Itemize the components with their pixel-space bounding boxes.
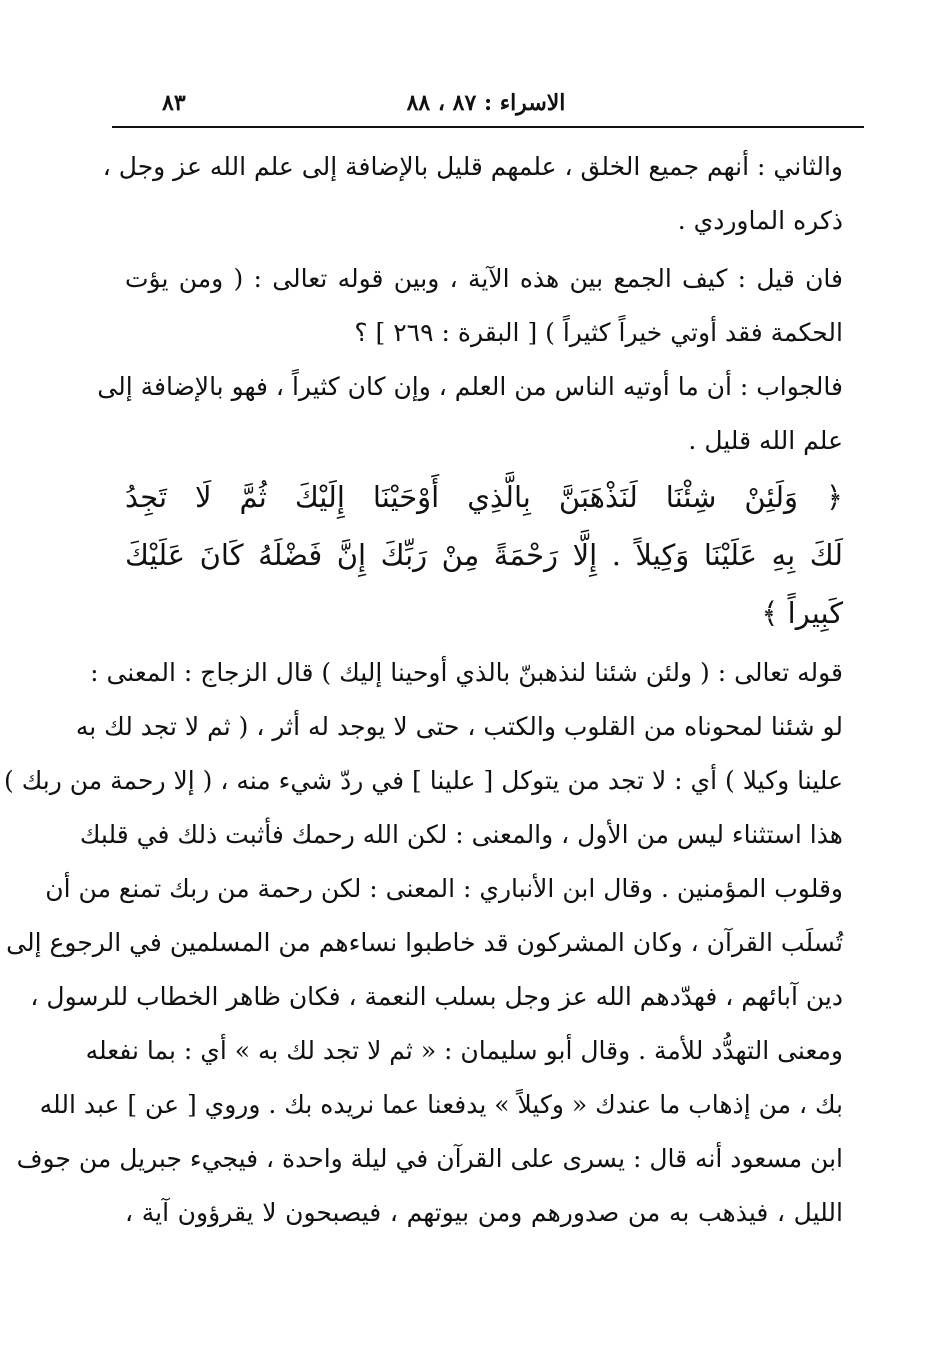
quran-verse [125,468,843,642]
text-line: علم الله قليل . [688,426,843,455]
page-header [110,82,862,122]
header-rule [112,126,864,128]
text-line: ذكره الماوردي . [677,206,843,235]
verse-line: ﴿ وَلَئِنْ شِئْنَا لَنَذْهَبَنَّ بِالَّذِي أَوْحَيْنَا إِلَيْكَ ثُمَّ لَا تَجِدُ [125,480,844,514]
text-line: هذا استثناء ليس من الأول ، والمعنى : لكن الله رحمك فأثبت ذلك في قلبك [79,820,843,849]
paragraph-second-view [102,140,843,248]
page-body [4,140,844,1240]
text-line: تُسلَب القرآن ، وكان المشركون قد خاطبوا نساءهم من المسلمين في الرجوع إلى [6,928,843,957]
paragraph-question [125,252,843,360]
text-line: لو شئنا لمحوناه من القلوب والكتب ، حتى لا يوجد له أثر ، ( ثم لا تجد لك به [75,712,843,741]
page-number: ٨٣ [162,90,186,116]
paragraph-answer [97,360,843,468]
text-line: علينا وكيلا ) أي : لا تجد من يتوكل [ علينا ] في ردّ شيء منه ، ( إلا رحمة من ربك ) [4,766,843,795]
text-line: الحكمة فقد أوتي خيراً كثيراً ) [ البقرة : ٢٦٩ ] ؟ [354,318,843,347]
text-line: فان قيل : كيف الجمع بين هذه الآية ، وبين قوله تعالى : ( ومن يؤت [125,264,843,293]
text-line: الليل ، فيذهب به من صدورهم ومن بيوتهم ، فيصبحون لا يقرؤون آية ، [125,1198,843,1227]
running-head: الاسراء : ٨٧ ، ٨٨ [406,90,566,116]
text-line: دين آبائهم ، فهدّدهم الله عز وجل بسلب النعمة ، فكان ظاهر الخطاب للرسول ، [30,982,843,1011]
text-line: والثاني : أنهم جميع الخلق ، علمهم قليل بالإضافة إلى علم الله عز وجل ، [102,152,843,181]
verse-line: كَبِيراً ﴾ [761,596,843,630]
text-line: وقلوب المؤمنين . وقال ابن الأنباري : المعنى : لكن رحمة من ربك تمنع من أن [45,874,843,903]
text-line: ومعنى التهدُّد للأمة . وقال أبو سليمان : « ثم لا تجد لك به » أي : بما نفعله [85,1036,843,1065]
paragraph-commentary [4,646,843,1240]
text-line: بك ، من إذهاب ما عندك « وكيلاً » يدفعنا عما نريده بك . وروي [ عن ] عبد الله [39,1090,843,1119]
text-line: قوله تعالى : ( ولئن شئنا لنذهبنّ بالذي أوحينا إليك ) قال الزجاج : المعنى : [90,658,843,687]
text-line: فالجواب : أن ما أوتيه الناس من العلم ، وإن كان كثيراً ، فهو بالإضافة إلى [97,372,843,401]
text-line: ابن مسعود أنه قال : يسرى على القرآن في ليلة واحدة ، فيجيء جبريل من جوف [16,1144,843,1173]
verse-line: لَكَ بِهِ عَلَيْنَا وَكِيلاً . إِلَّا رَحْمَةً مِنْ رَبِّكَ إِنَّ فَضْلَهُ كَانَ عَلَيْكَ [125,538,843,572]
